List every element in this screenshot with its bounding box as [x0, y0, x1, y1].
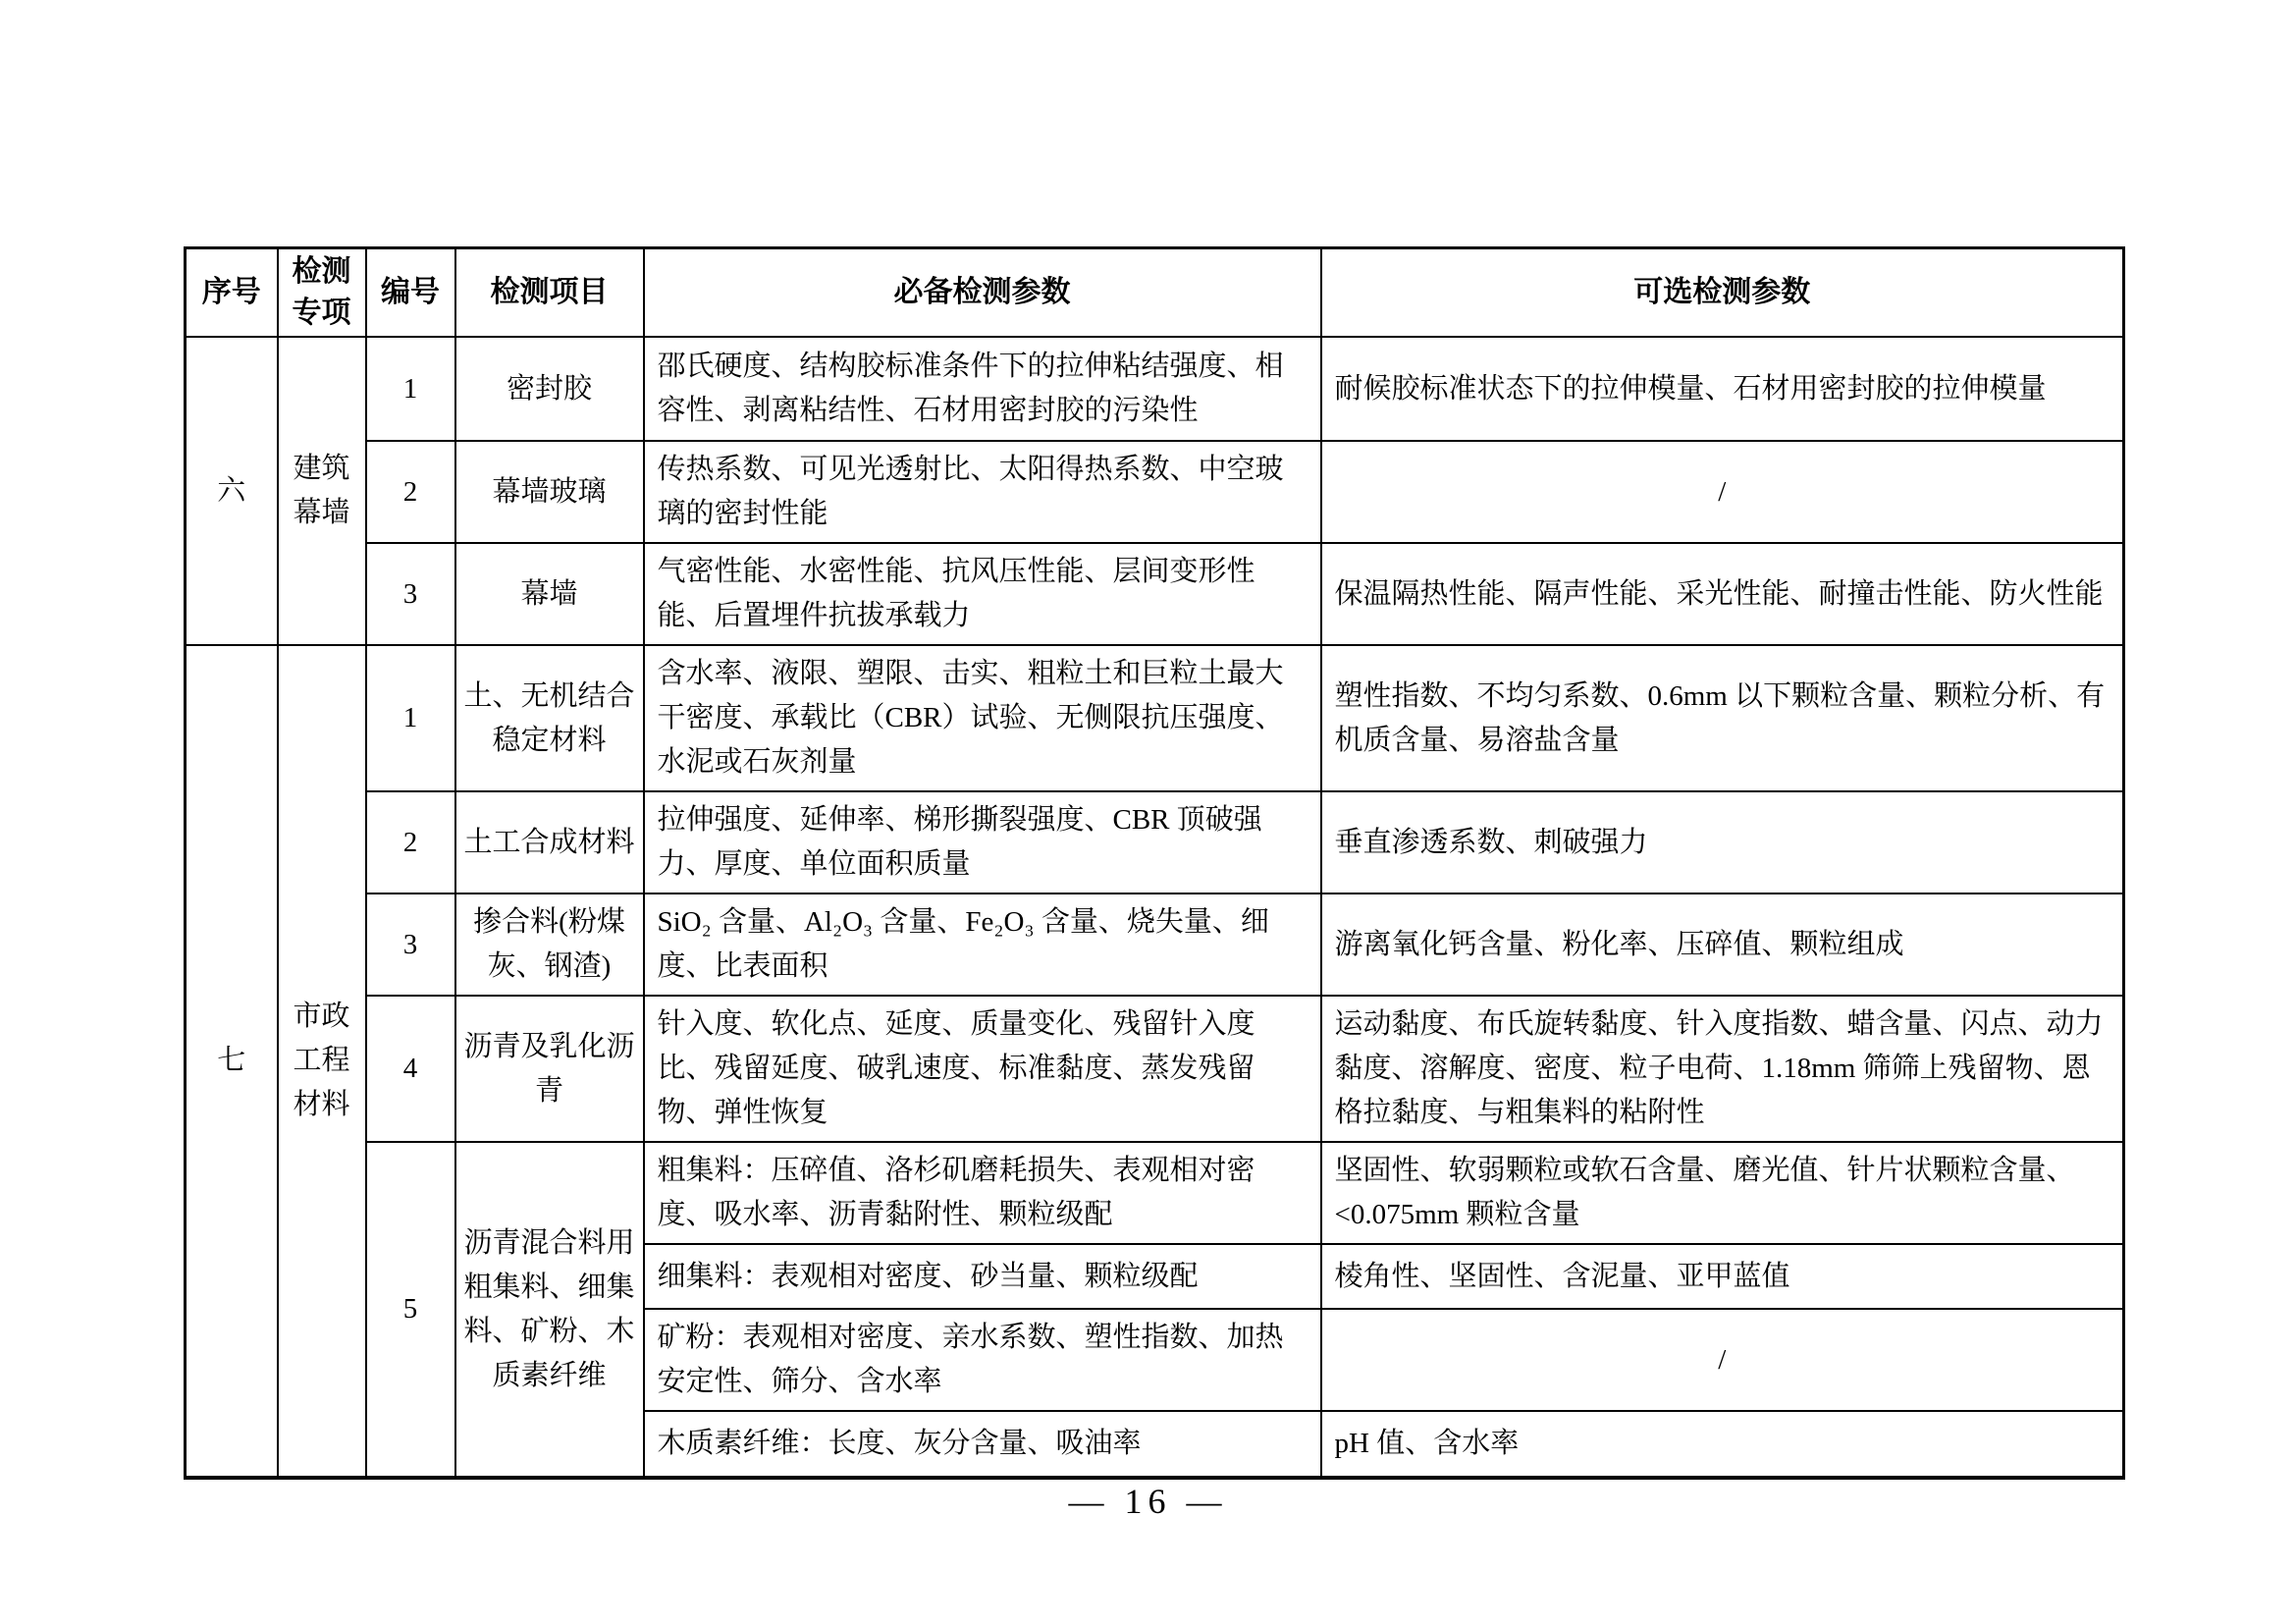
- section6-specialty: [278, 337, 366, 645]
- table-row: [186, 337, 2124, 441]
- s7-r5-item: 沥青混合料用粗集料、细集料、矿粉、木质素纤维: [455, 1142, 644, 1478]
- s7-r5d-optional: pH 值、含水率: [1321, 1411, 2124, 1478]
- s6-r3-optional: 保温隔热性能、隔声性能、采光性能、耐撞击性能、防火性能: [1321, 543, 2124, 645]
- header-seq: 序号: [186, 248, 278, 338]
- s7-r5c-required: 矿粉：表观相对密度、亲水系数、塑性指数、加热安定性、筛分、含水率: [644, 1309, 1321, 1411]
- table-row: [186, 893, 2124, 996]
- s7-r2-optional: 垂直渗透系数、刺破强力: [1321, 791, 2124, 893]
- table-row: [186, 1142, 2124, 1244]
- s7-r3-no: 3: [366, 893, 455, 996]
- s7-r5-no: 5: [366, 1142, 455, 1478]
- s6-r2-item: 幕墙玻璃: [455, 441, 644, 543]
- table-row: [186, 441, 2124, 543]
- section6-seq: 六: [186, 337, 278, 645]
- s6-r3-no: 3: [366, 543, 455, 645]
- s6-r1-item: 密封胶: [455, 337, 644, 441]
- s7-r1-required: 含水率、液限、塑限、击实、粗粒土和巨粒土最大干密度、承载比（CBR）试验、无侧限抗压强度、水泥或石灰剂量: [644, 645, 1321, 791]
- header-no: 编号: [366, 248, 455, 338]
- s7-r1-item: 土、无机结合稳定材料: [455, 645, 644, 791]
- s6-r3-required: 气密性能、水密性能、抗风压性能、层间变形性能、后置埋件抗拔承载力: [644, 543, 1321, 645]
- section7-specialty-label: 市政工程材料: [293, 1001, 350, 1120]
- s7-r2-item: 土工合成材料: [455, 791, 644, 893]
- s7-r4-optional: 运动黏度、布氏旋转黏度、针入度指数、蜡含量、闪点、动力黏度、溶解度、密度、粒子电荷、1.18mm 筛筛上残留物、恩格拉黏度、与粗集料的粘附性: [1321, 996, 2124, 1142]
- s7-r2-required: 拉伸强度、延伸率、梯形撕裂强度、CBR 顶破强力、厚度、单位面积质量: [644, 791, 1321, 893]
- header-specialty: [278, 248, 366, 338]
- s7-r1-no: 1: [366, 645, 455, 791]
- table-row: [186, 543, 2124, 645]
- s6-r1-no: 1: [366, 337, 455, 441]
- s6-r1-required: 邵氏硬度、结构胶标准条件下的拉伸粘结强度、相容性、剥离粘结性、石材用密封胶的污染性: [644, 337, 1321, 441]
- header-specialty-label: 检测专项: [292, 255, 351, 329]
- s6-r3-item: 幕墙: [455, 543, 644, 645]
- table-row: [186, 791, 2124, 893]
- table-header-row: [186, 248, 2124, 338]
- section6-specialty-label: 建筑幕墙: [293, 453, 350, 528]
- s7-r4-no: 4: [366, 996, 455, 1142]
- s7-r3-optional: 游离氧化钙含量、粉化率、压碎值、颗粒组成: [1321, 893, 2124, 996]
- header-item: 检测项目: [455, 248, 644, 338]
- page-number: — 16 —: [1068, 1482, 1228, 1521]
- s7-r5b-optional: 棱角性、坚固性、含泥量、亚甲蓝值: [1321, 1244, 2124, 1309]
- inspection-parameters-table: [184, 246, 2125, 1480]
- s7-r2-no: 2: [366, 791, 455, 893]
- s7-r3-item: 掺合料(粉煤灰、钢渣): [455, 893, 644, 996]
- section7-seq: 七: [186, 645, 278, 1478]
- table-row: [186, 996, 2124, 1142]
- s7-r5b-required: 细集料：表观相对密度、砂当量、颗粒级配: [644, 1244, 1321, 1309]
- s7-r4-required: 针入度、软化点、延度、质量变化、残留针入度比、残留延度、破乳速度、标准黏度、蒸发残留物、弹性恢复: [644, 996, 1321, 1142]
- s7-r1-optional: 塑性指数、不均匀系数、0.6mm 以下颗粒含量、颗粒分析、有机质含量、易溶盐含量: [1321, 645, 2124, 791]
- table-row: [186, 645, 2124, 791]
- s6-r2-optional: /: [1321, 441, 2124, 543]
- s7-r5c-optional: /: [1321, 1309, 2124, 1411]
- s6-r1-optional: 耐候胶标准状态下的拉伸模量、石材用密封胶的拉伸模量: [1321, 337, 2124, 441]
- s6-r2-required: 传热系数、可见光透射比、太阳得热系数、中空玻璃的密封性能: [644, 441, 1321, 543]
- s7-r5d-required: 木质素纤维：长度、灰分含量、吸油率: [644, 1411, 1321, 1478]
- header-required: 必备检测参数: [644, 248, 1321, 338]
- s6-r2-no: 2: [366, 441, 455, 543]
- s7-r5a-optional: 坚固性、软弱颗粒或软石含量、磨光值、针片状颗粒含量、<0.075mm 颗粒含量: [1321, 1142, 2124, 1244]
- header-optional: 可选检测参数: [1321, 248, 2124, 338]
- s7-r5a-required: 粗集料：压碎值、洛杉矶磨耗损失、表观相对密度、吸水率、沥青黏附性、颗粒级配: [644, 1142, 1321, 1244]
- s7-r4-item: 沥青及乳化沥青: [455, 996, 644, 1142]
- s7-r3-required: SiO₂ 含量、Al₂O₃ 含量、Fe₂O₃ 含量、烧失量、细度、比表面积: [644, 893, 1321, 996]
- section7-specialty: [278, 645, 366, 1478]
